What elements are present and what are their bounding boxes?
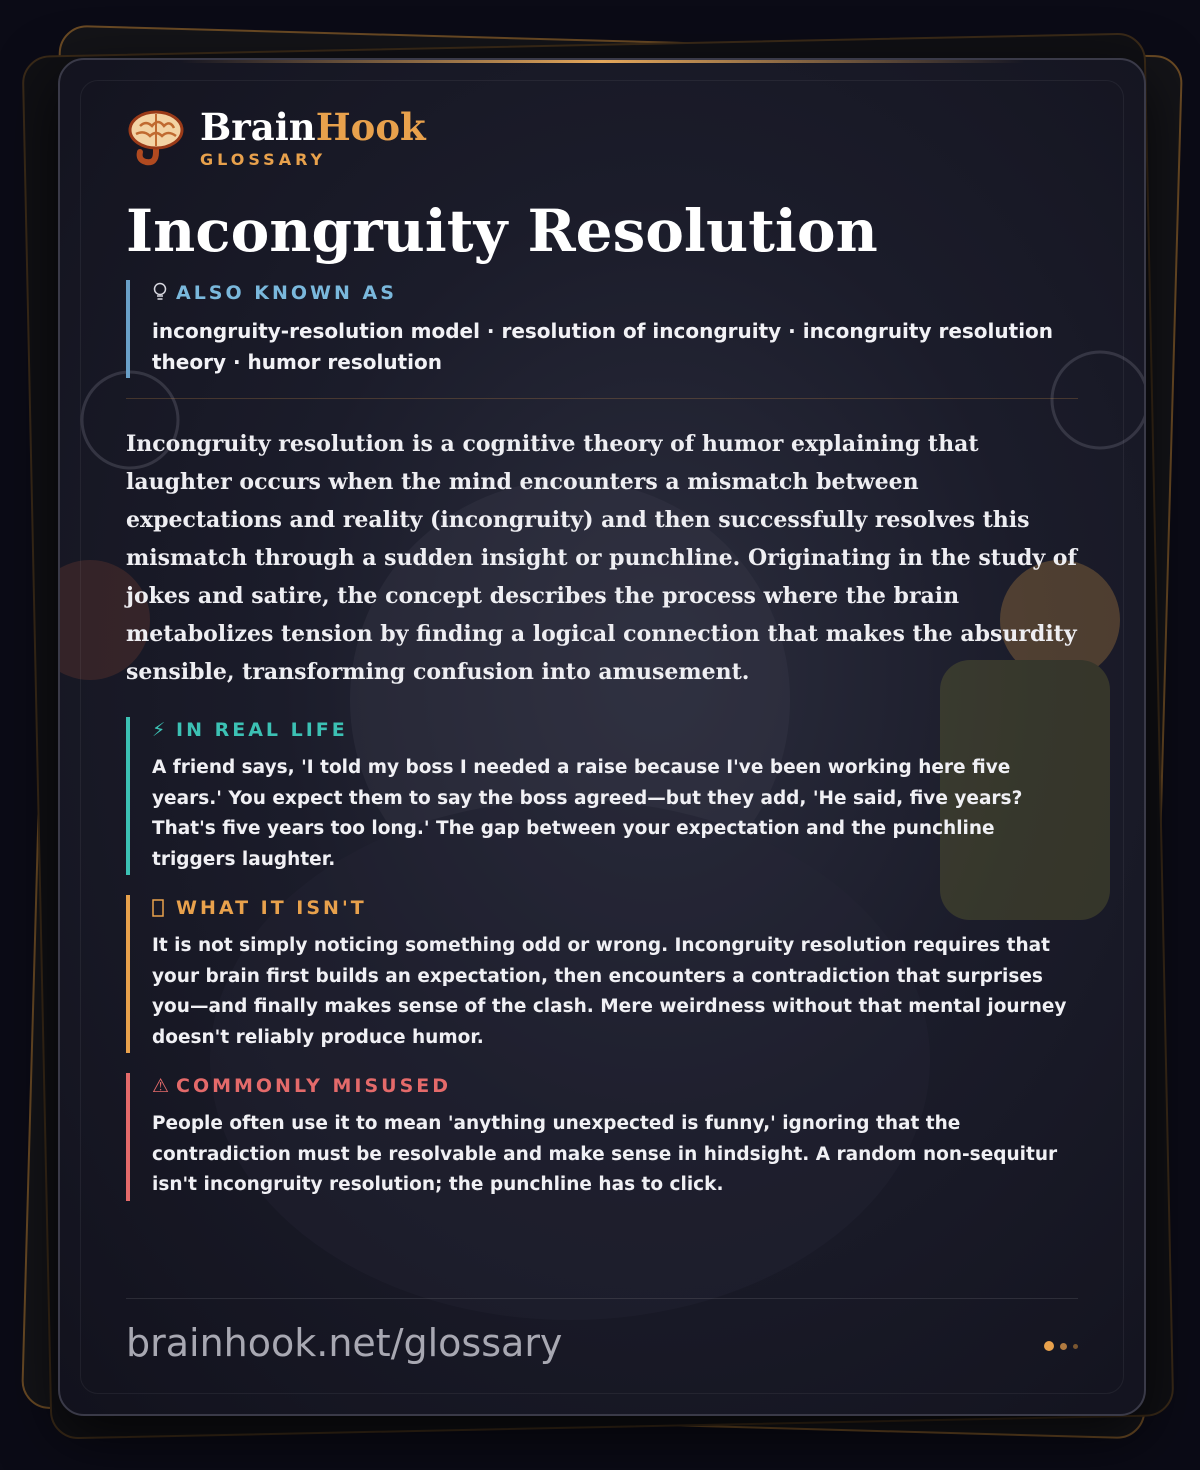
also-known-as-section [126,280,1078,378]
lightning-icon: ⚡ [152,719,169,741]
commonly-misused-label: COMMONLY MISUSED [176,1075,452,1097]
brand-name [200,104,426,149]
brand-name-brain: Brain [200,104,316,149]
lightbulb-icon [152,280,176,306]
card-footer [126,1298,1078,1389]
brain-hook-logo-icon [126,108,186,168]
card-content [126,106,1078,1201]
what-it-isnt-heading [152,895,1078,921]
missing-glyph-icon [152,895,176,921]
card-top-accent [180,60,1024,63]
definition-text: Incongruity resolution is a cognitive theory of humor explaining that laughter occurs when the mind encounters a mismatch between expectations and reality (incongruity) and then successfully resolves this mismatch through a sudden insight or punchline. Originating in the study of jokes and satire, the concept describes the process where the brain metabolizes tension by finding a logical connection that makes the absurdity sensible, transforming confusion into amusement. [126,431,1077,685]
section-divider [126,398,1078,399]
in-real-life-text: A friend says, 'I told my boss I needed a raise because I've been working here five years.' You expect them to say the boss agreed—but they add, 'He said, five years? That's five years too long.' The gap between your expectation and the punchline triggers laughter. [152,757,1023,870]
footer-url: brainhook.net/glossary [126,1321,563,1365]
what-it-isnt-section [126,895,1078,1053]
warning-icon: ⚠ [152,1075,173,1097]
dot-indicator [1073,1344,1078,1349]
glossary-card [58,58,1146,1416]
commonly-misused-section [126,1073,1078,1201]
commonly-misused-text: People often use it to mean 'anything unexpected is funny,' ignoring that the contradiction must be resolvable and make sense in hindsight. A random non-sequitur isn't incongruity resolution; the punchline has to click. [152,1113,1058,1195]
commonly-misused-heading [152,1073,1078,1099]
in-real-life-section [126,717,1078,875]
also-known-as-text: incongruity-resolution model · resolution of incongruity · incongruity resolution theory · humor resolution [152,319,1054,374]
in-real-life-label: IN REAL LIFE [176,719,348,741]
page-title: Incongruity Resolution [126,197,878,265]
also-known-as-label: ALSO KNOWN AS [176,282,397,304]
brand-subtitle: GLOSSARY [200,149,327,169]
what-it-isnt-label: WHAT IT ISN'T [176,897,367,919]
brand-header [126,106,1078,170]
in-real-life-heading [152,717,1078,743]
dot-indicator [1060,1343,1067,1350]
what-it-isnt-text: It is not simply noticing something odd or wrong. Incongruity resolution requires that your brain first builds an expectation, then encounters a contradiction that surprises you—and finally makes sense of the clash. Mere weirdness without that mental journey doesn't reliably produce humor. [152,935,1067,1048]
brand-name-hook: Hook [315,104,426,149]
dot-indicator [1044,1341,1054,1351]
brand-text [200,104,426,169]
also-known-as-heading [152,280,1078,306]
pagination-dots [1038,1341,1078,1351]
